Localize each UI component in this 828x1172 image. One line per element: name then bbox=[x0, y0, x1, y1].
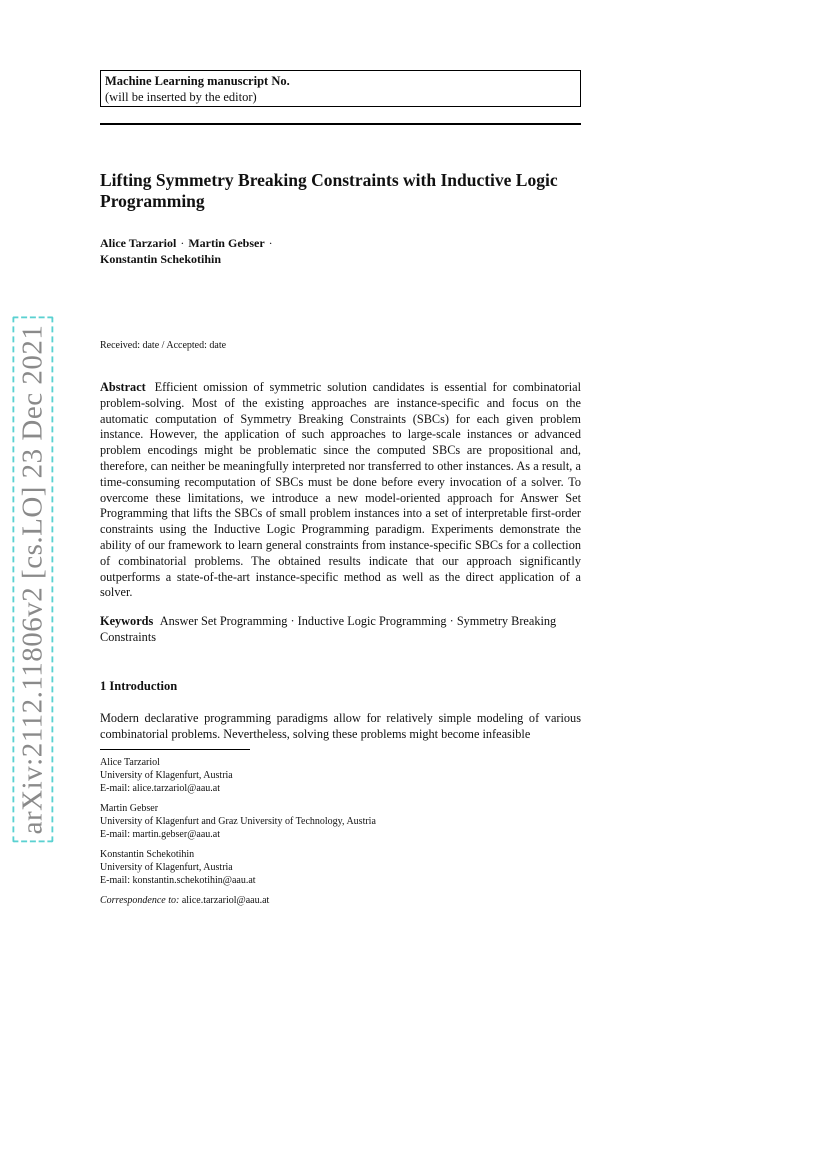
affiliation-block bbox=[100, 756, 581, 795]
affiliation-block bbox=[100, 848, 581, 887]
footnote-rule bbox=[100, 749, 250, 750]
title-rule bbox=[100, 123, 581, 125]
affiliation-institution: University of Klagenfurt, Austria bbox=[100, 770, 233, 781]
author-name: Konstantin Schekotihin bbox=[100, 252, 222, 266]
affiliations bbox=[100, 756, 581, 907]
affiliation-block bbox=[100, 802, 581, 841]
correspondence-email[interactable]: alice.tarzariol@aau.at bbox=[181, 895, 270, 906]
keywords-heading: Keywords bbox=[100, 614, 154, 628]
correspondence bbox=[100, 894, 581, 907]
author-list bbox=[100, 235, 581, 267]
affiliation-name: Konstantin Schekotihin bbox=[100, 849, 195, 860]
keywords-text: Answer Set Programming · Inductive Logic Programming · Symmetry Breaking Constraints bbox=[100, 614, 557, 644]
received-date: Received: date / Accepted: date bbox=[100, 340, 227, 351]
affiliation-email[interactable]: E-mail: alice.tarzariol@aau.at bbox=[100, 783, 220, 794]
manuscript-box bbox=[100, 70, 581, 107]
author-separator: · bbox=[180, 236, 185, 250]
section-heading: 1 Introduction bbox=[100, 679, 178, 693]
author-name: Martin Gebser bbox=[188, 236, 265, 250]
affiliation-email[interactable]: E-mail: konstantin.schekotihin@aau.at bbox=[100, 875, 256, 886]
intro-paragraph: Modern declarative programming paradigms allow for relatively simple modeling of various combinatorial problems. Nevertheless, solving these problems might become infeasible bbox=[100, 711, 581, 741]
paper-title: Lifting Symmetry Breaking Constraints with Inductive Logic Programming bbox=[100, 170, 558, 211]
manuscript-header bbox=[100, 70, 581, 107]
correspondence-label: Correspondence to: bbox=[100, 895, 180, 906]
author-separator: · bbox=[268, 236, 273, 250]
editor-note: (will be inserted by the editor) bbox=[105, 90, 257, 104]
arxiv-sidebar bbox=[8, 324, 58, 834]
affiliation-name: Alice Tarzariol bbox=[100, 757, 160, 768]
manuscript-label: Machine Learning manuscript No. bbox=[105, 74, 290, 88]
affiliation-institution: University of Klagenfurt, Austria bbox=[100, 862, 233, 873]
author-name: Alice Tarzariol bbox=[100, 236, 177, 250]
affiliation-email[interactable]: E-mail: martin.gebser@aau.at bbox=[100, 829, 220, 840]
abstract bbox=[100, 380, 581, 601]
abstract-text: Efficient omission of symmetric solution candidates is essential for combinatorial problem-solving. Most of the existing approaches are instance-specific and focus on the automatic computation of Symmetry Breaking Constraints (SBCs) for each given problem instance. However, the application of such approaches to large-scale instances or advanced problem encodings might be problematic since the computed SBCs are propositional and, therefore, can neither be meaningfully interpreted nor transferred to other instances. As a result, a time-consuming recomputation of SBCs must be done before every invocation of a solver. To overcome these limitations, we introduce a new model-oriented approach for Answer Set Programming that lifts the SBCs of small problem instances into a set of interpretable first-order constraints using the Inductive Logic Programming paradigm. Experiments demonstrate the ability of our framework to learn general constraints from instance-specific SBCs for a collection of combinatorial problems. The obtained results indicate that our approach significantly outperforms a state-of-the-art instance-specific method as well as the direct application of a solver. bbox=[100, 380, 581, 600]
arxiv-identifier[interactable]: arXiv:2112.11806v2 [cs.LO] 23 Dec 2021 bbox=[13, 316, 54, 842]
affiliation-institution: University of Klagenfurt and Graz University of Technology, Austria bbox=[100, 816, 376, 827]
affiliation-name: Martin Gebser bbox=[100, 803, 159, 814]
keywords bbox=[100, 614, 581, 646]
abstract-heading: Abstract bbox=[100, 380, 146, 394]
